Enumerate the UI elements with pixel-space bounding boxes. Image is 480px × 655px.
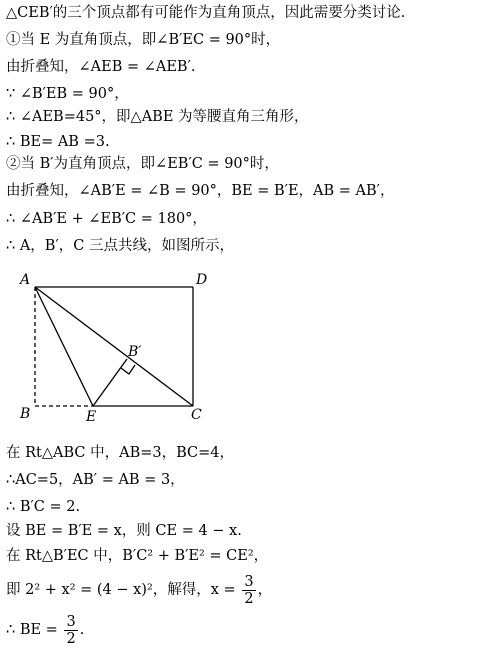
- text-line-13: ∴ B′C = 2.: [6, 499, 81, 515]
- fraction-x: [242, 574, 255, 607]
- segment-AE: [35, 287, 93, 406]
- label-Bp: B′: [128, 344, 142, 360]
- text-line-7: ②当 B′为直角顶点，即∠EB′C = 90°时，: [6, 156, 279, 172]
- trailing-comma: ，: [257, 582, 273, 598]
- text-line-14: 设 BE = B′E = x，则 CE = 4 − x.: [6, 523, 242, 539]
- label-A: A: [20, 272, 31, 288]
- text-line-16: [6, 572, 272, 608]
- fraction-be: [64, 614, 77, 647]
- label-B: B: [20, 406, 31, 422]
- solve-equation-text: 即 2² + x² = (4 − x)²，解得，x =: [6, 582, 236, 598]
- text-line-4: ∵ ∠B′EB = 90°，: [6, 86, 129, 102]
- fraction-x-den: 2: [244, 590, 254, 607]
- text-line-6: ∴ BE= AB =3.: [6, 134, 110, 150]
- text-line-11: 在 Rt△ABC 中，AB=3，BC=4，: [6, 445, 234, 461]
- right-angle-mark: [121, 365, 135, 374]
- trailing-period: .: [79, 622, 85, 638]
- fraction-x-num: 3: [244, 573, 254, 590]
- text-line-3: 由折叠知，∠AEB = ∠AEB′.: [6, 59, 196, 75]
- label-D: D: [196, 272, 208, 288]
- diagonal-AC: [35, 287, 193, 406]
- text-line-5: ∴ ∠AEB=45°，即△ABE 为等腰直角三角形，: [6, 109, 309, 125]
- text-line-17: [6, 612, 84, 648]
- fraction-be-num: 3: [66, 613, 76, 630]
- text-line-10: ∴ A，B′，C 三点共线，如图所示，: [6, 238, 234, 254]
- text-line-1: △CEB′的三个顶点都有可能作为直角顶点，因此需要分类讨论.: [6, 5, 406, 21]
- segment-EBp: [93, 359, 127, 406]
- text-line-12: ∴AC=5，AB′ = AB = 3，: [6, 472, 185, 488]
- text-line-2: ①当 E 为直角顶点，即∠B′EC = 90°时，: [6, 32, 281, 48]
- label-C: C: [191, 407, 202, 423]
- text-line-9: ∴ ∠AB′E + ∠EB′C = 180°，: [6, 211, 207, 227]
- conclusion-text: ∴ BE =: [6, 622, 58, 638]
- fraction-be-den: 2: [66, 630, 76, 647]
- text-line-8: 由折叠知，∠AB′E = ∠B = 90°，BE = B′E，AB = AB′，: [6, 183, 395, 199]
- label-E: E: [86, 409, 97, 425]
- text-line-15: 在 Rt△B′EC 中，B′C² + B′E² = CE²，: [6, 548, 269, 564]
